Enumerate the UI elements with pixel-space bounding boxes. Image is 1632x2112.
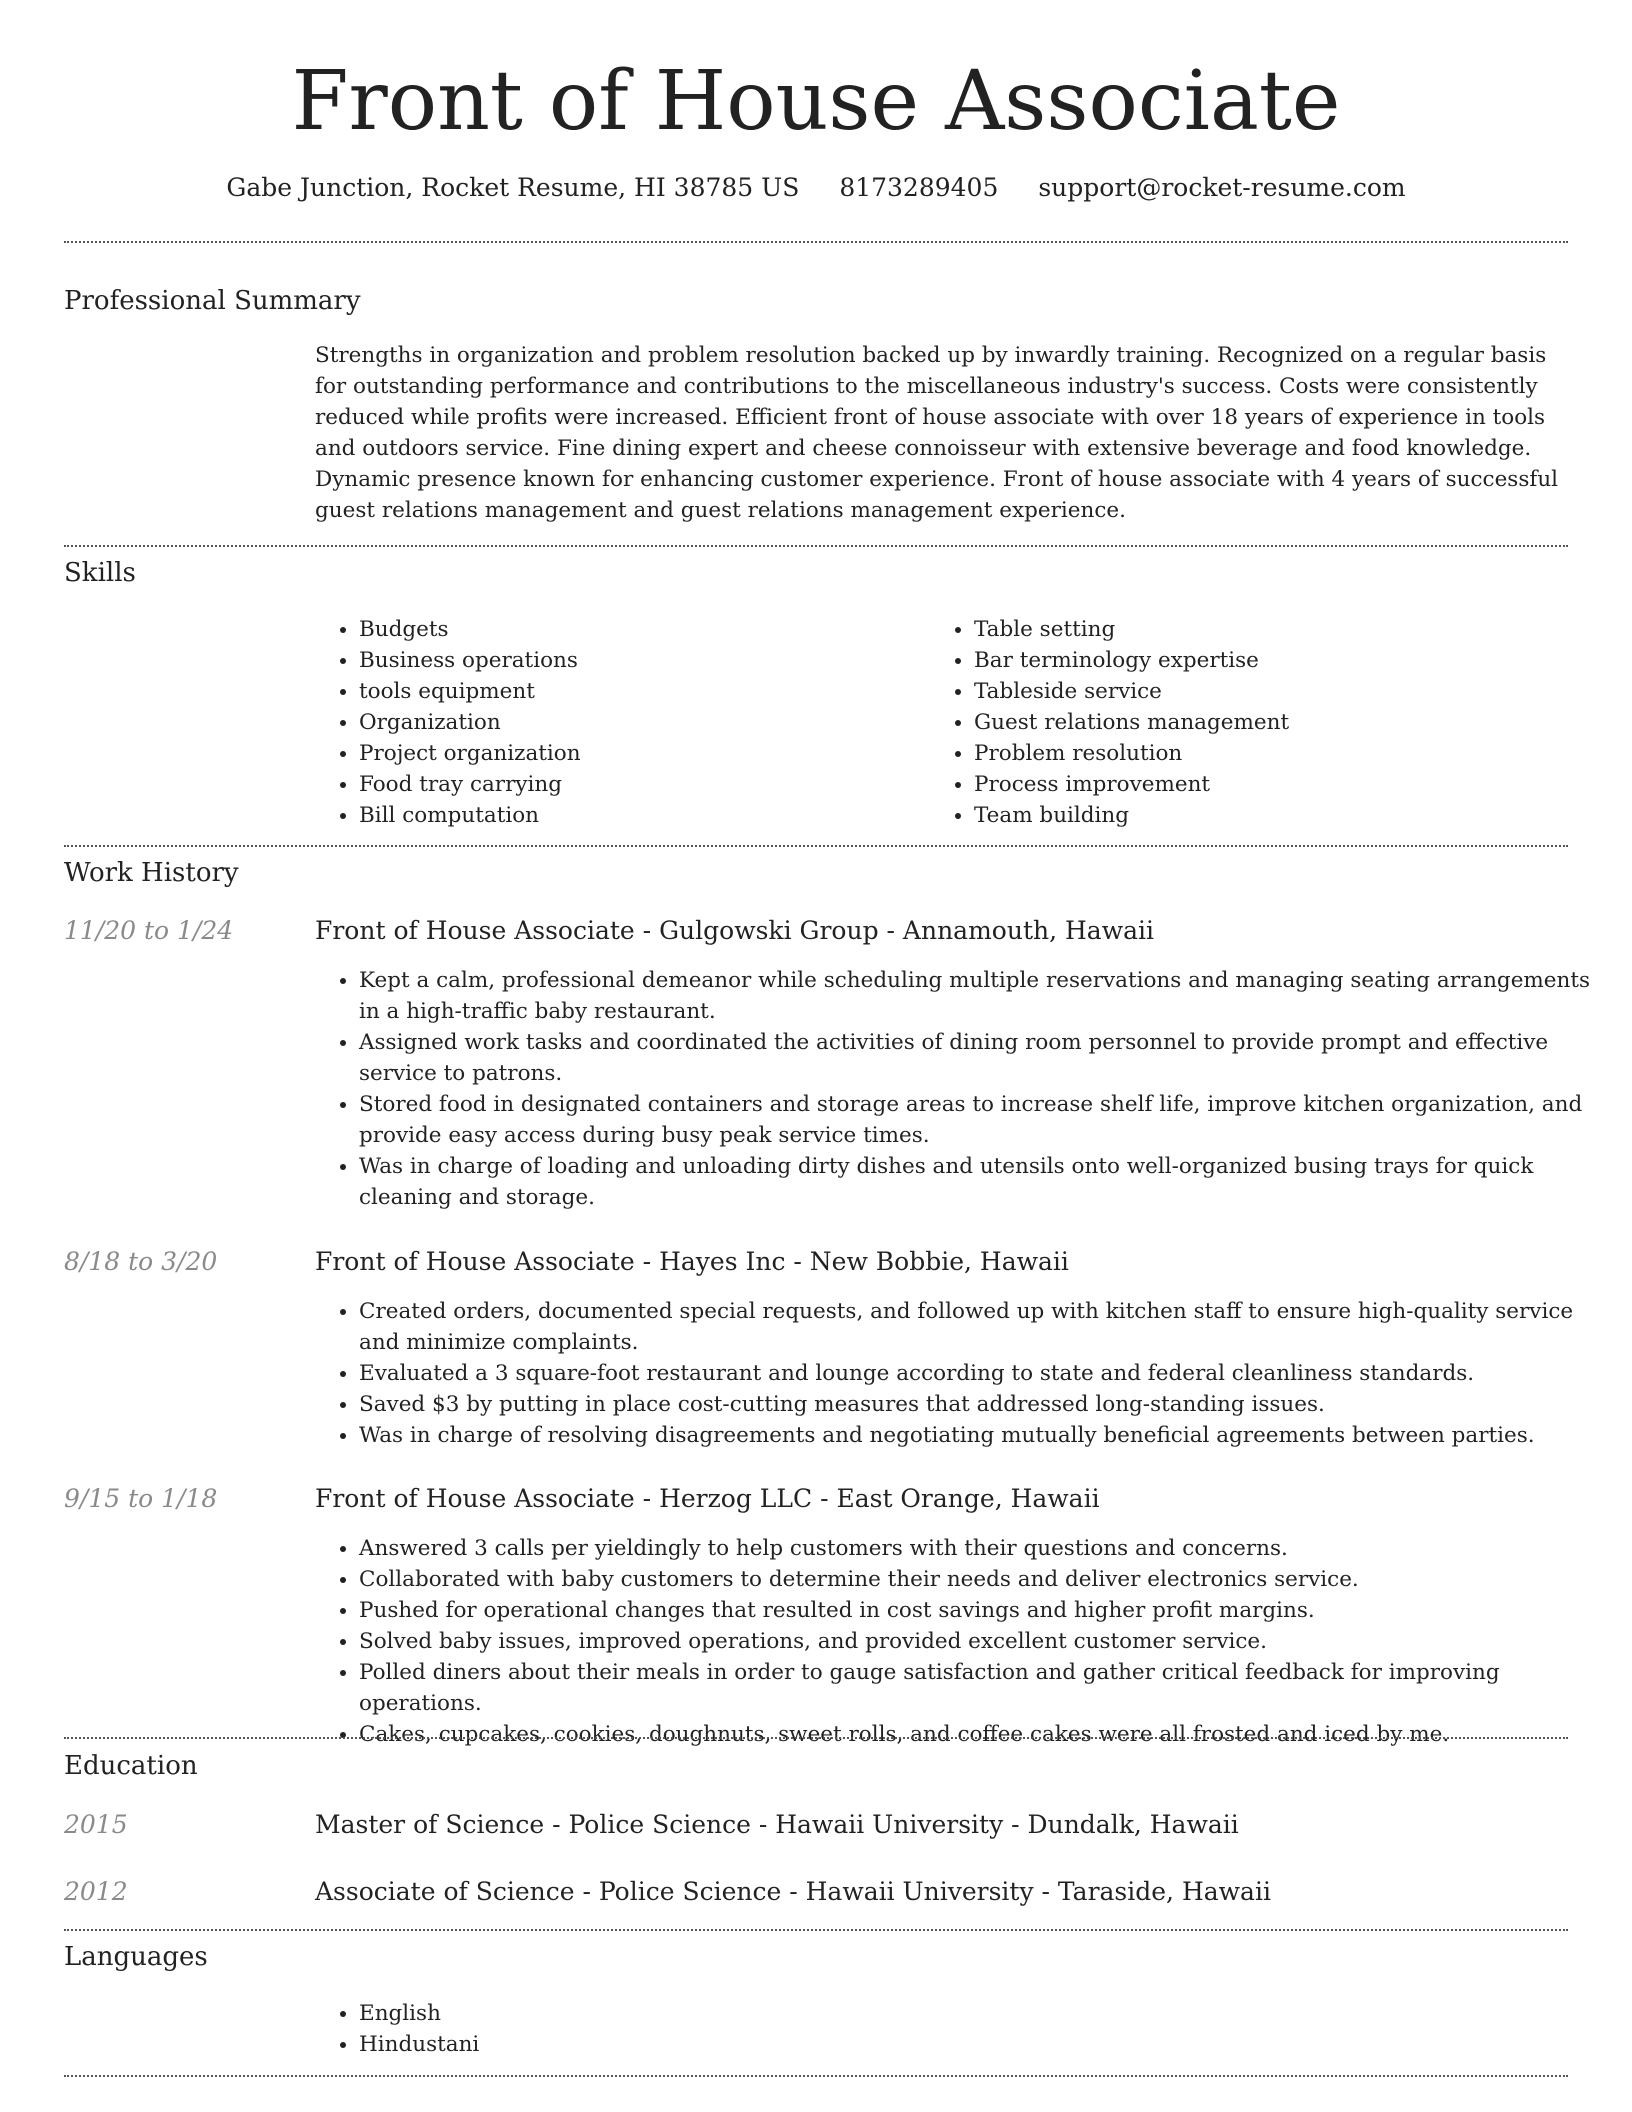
skill-item: • Organization [359, 707, 919, 738]
job-bullet: • Collaborated with baby customers to determine their needs and deliver electronics service. [359, 1564, 1614, 1595]
job-bullets [315, 1296, 1614, 1451]
skill-item: • Bill computation [359, 800, 919, 831]
skill-item: • Tableside service [974, 676, 1574, 707]
summary-heading: Professional Summary [64, 286, 361, 316]
job-bullet: • Was in charge of resolving disagreements and negotiating mutually beneficial agreements between parties. [359, 1420, 1614, 1451]
job-bullet: • Stored food in designated containers and storage areas to increase shelf life, improve kitchen organization, and provide easy access during busy peak service times. [359, 1089, 1614, 1151]
section-divider [64, 1737, 1568, 1739]
skill-item: • Bar terminology expertise [974, 645, 1574, 676]
work-heading: Work History [64, 858, 239, 888]
job-bullet: • Cakes, cupcakes, cookies, doughnuts, sweet rolls, and coffee cakes were all frosted and iced by me. [359, 1719, 1614, 1750]
skills-heading: Skills [64, 558, 136, 588]
job-bullet: • Evaluated a 3 square-foot restaurant and lounge according to state and federal cleanliness standards. [359, 1358, 1614, 1389]
resume-title: Front of House Associate [291, 54, 1341, 149]
language-item: • Hindustani [359, 2029, 959, 2060]
job-bullets [315, 1533, 1614, 1750]
job-bullets [315, 965, 1614, 1213]
job-bullet: • Assigned work tasks and coordinated the activities of dining room personnel to provide prompt and effective service to patrons. [359, 1027, 1614, 1089]
contact-line [0, 170, 1632, 206]
skill-item: • Process improvement [974, 769, 1574, 800]
job-dates: 9/15 to 1/18 [64, 1484, 218, 1513]
contact-address: Gabe Junction, Rocket Resume, HI 38785 US [226, 173, 800, 202]
education-degree: Associate of Science - Police Science - Hawaii University - Taraside, Hawaii [315, 1877, 1271, 1906]
section-divider [64, 845, 1568, 847]
job-bullet: • Pushed for operational changes that resulted in cost savings and higher profit margins. [359, 1595, 1614, 1626]
job-dates: 11/20 to 1/24 [64, 916, 234, 945]
section-divider [64, 1929, 1568, 1931]
skill-item: • Team building [974, 800, 1574, 831]
job-bullet: • Answered 3 calls per yieldingly to help customers with their questions and concerns. [359, 1533, 1614, 1564]
education-year: 2012 [64, 1877, 128, 1906]
section-divider [64, 2075, 1568, 2077]
skills-list-left [315, 614, 919, 831]
education-degree: Master of Science - Police Science - Hawaii University - Dundalk, Hawaii [315, 1810, 1239, 1839]
job-bullet: • Was in charge of loading and unloading dirty dishes and utensils onto well-organized busing trays for quick cleaning and storage. [359, 1151, 1614, 1213]
skill-item: • Table setting [974, 614, 1574, 645]
skill-item: • Budgets [359, 614, 919, 645]
job-dates: 8/18 to 3/20 [64, 1247, 218, 1276]
job-title: Front of House Associate - Hayes Inc - New Bobbie, Hawaii [315, 1247, 1069, 1276]
job-bullet: • Solved baby issues, improved operations, and provided excellent customer service. [359, 1626, 1614, 1657]
contact-email: support@rocket-resume.com [1038, 173, 1406, 202]
skill-item: • Business operations [359, 645, 919, 676]
skill-item: • Food tray carrying [359, 769, 919, 800]
languages-list [315, 1998, 959, 2060]
job-title: Front of House Associate - Gulgowski Group - Annamouth, Hawaii [315, 916, 1154, 945]
education-year: 2015 [64, 1810, 128, 1839]
job-title: Front of House Associate - Herzog LLC - East Orange, Hawaii [315, 1484, 1100, 1513]
job-bullet: • Polled diners about their meals in order to gauge satisfaction and gather critical feedback for improving operations. [359, 1657, 1614, 1719]
education-heading: Education [64, 1751, 198, 1781]
section-divider [64, 545, 1568, 547]
skill-item: • tools equipment [359, 676, 919, 707]
skill-item: • Guest relations management [974, 707, 1574, 738]
summary-text: Strengths in organization and problem resolution backed up by inwardly training. Recognized on a regular basis for outstanding performance and contributions to the miscellaneous industry's success. Costs were consistently reduced while profits were increased. Efficient front of house associate with over 18 years of experience in tools and outdoors service. Fine dining expert and cheese connoisseur with extensive beverage and food knowledge. Dynamic presence known for enhancing customer experience. Front of house associate with 4 years of successful guest relations management and guest relations management experience. [315, 343, 1559, 523]
language-item: • English [359, 1998, 959, 2029]
languages-heading: Languages [64, 1942, 208, 1972]
job-bullet: • Kept a calm, professional demeanor while scheduling multiple reservations and managing seating arrangements in a high-traffic baby restaurant. [359, 965, 1614, 1027]
job-bullet: • Saved $3 by putting in place cost-cutting measures that addressed long-standing issues. [359, 1389, 1614, 1420]
section-divider [64, 241, 1568, 243]
contact-phone: 8173289405 [839, 173, 999, 202]
skill-item: • Project organization [359, 738, 919, 769]
skill-item: • Problem resolution [974, 738, 1574, 769]
job-bullet: • Created orders, documented special requests, and followed up with kitchen staff to ensure high-quality service and minimize complaints. [359, 1296, 1614, 1358]
skills-list-right [930, 614, 1574, 831]
